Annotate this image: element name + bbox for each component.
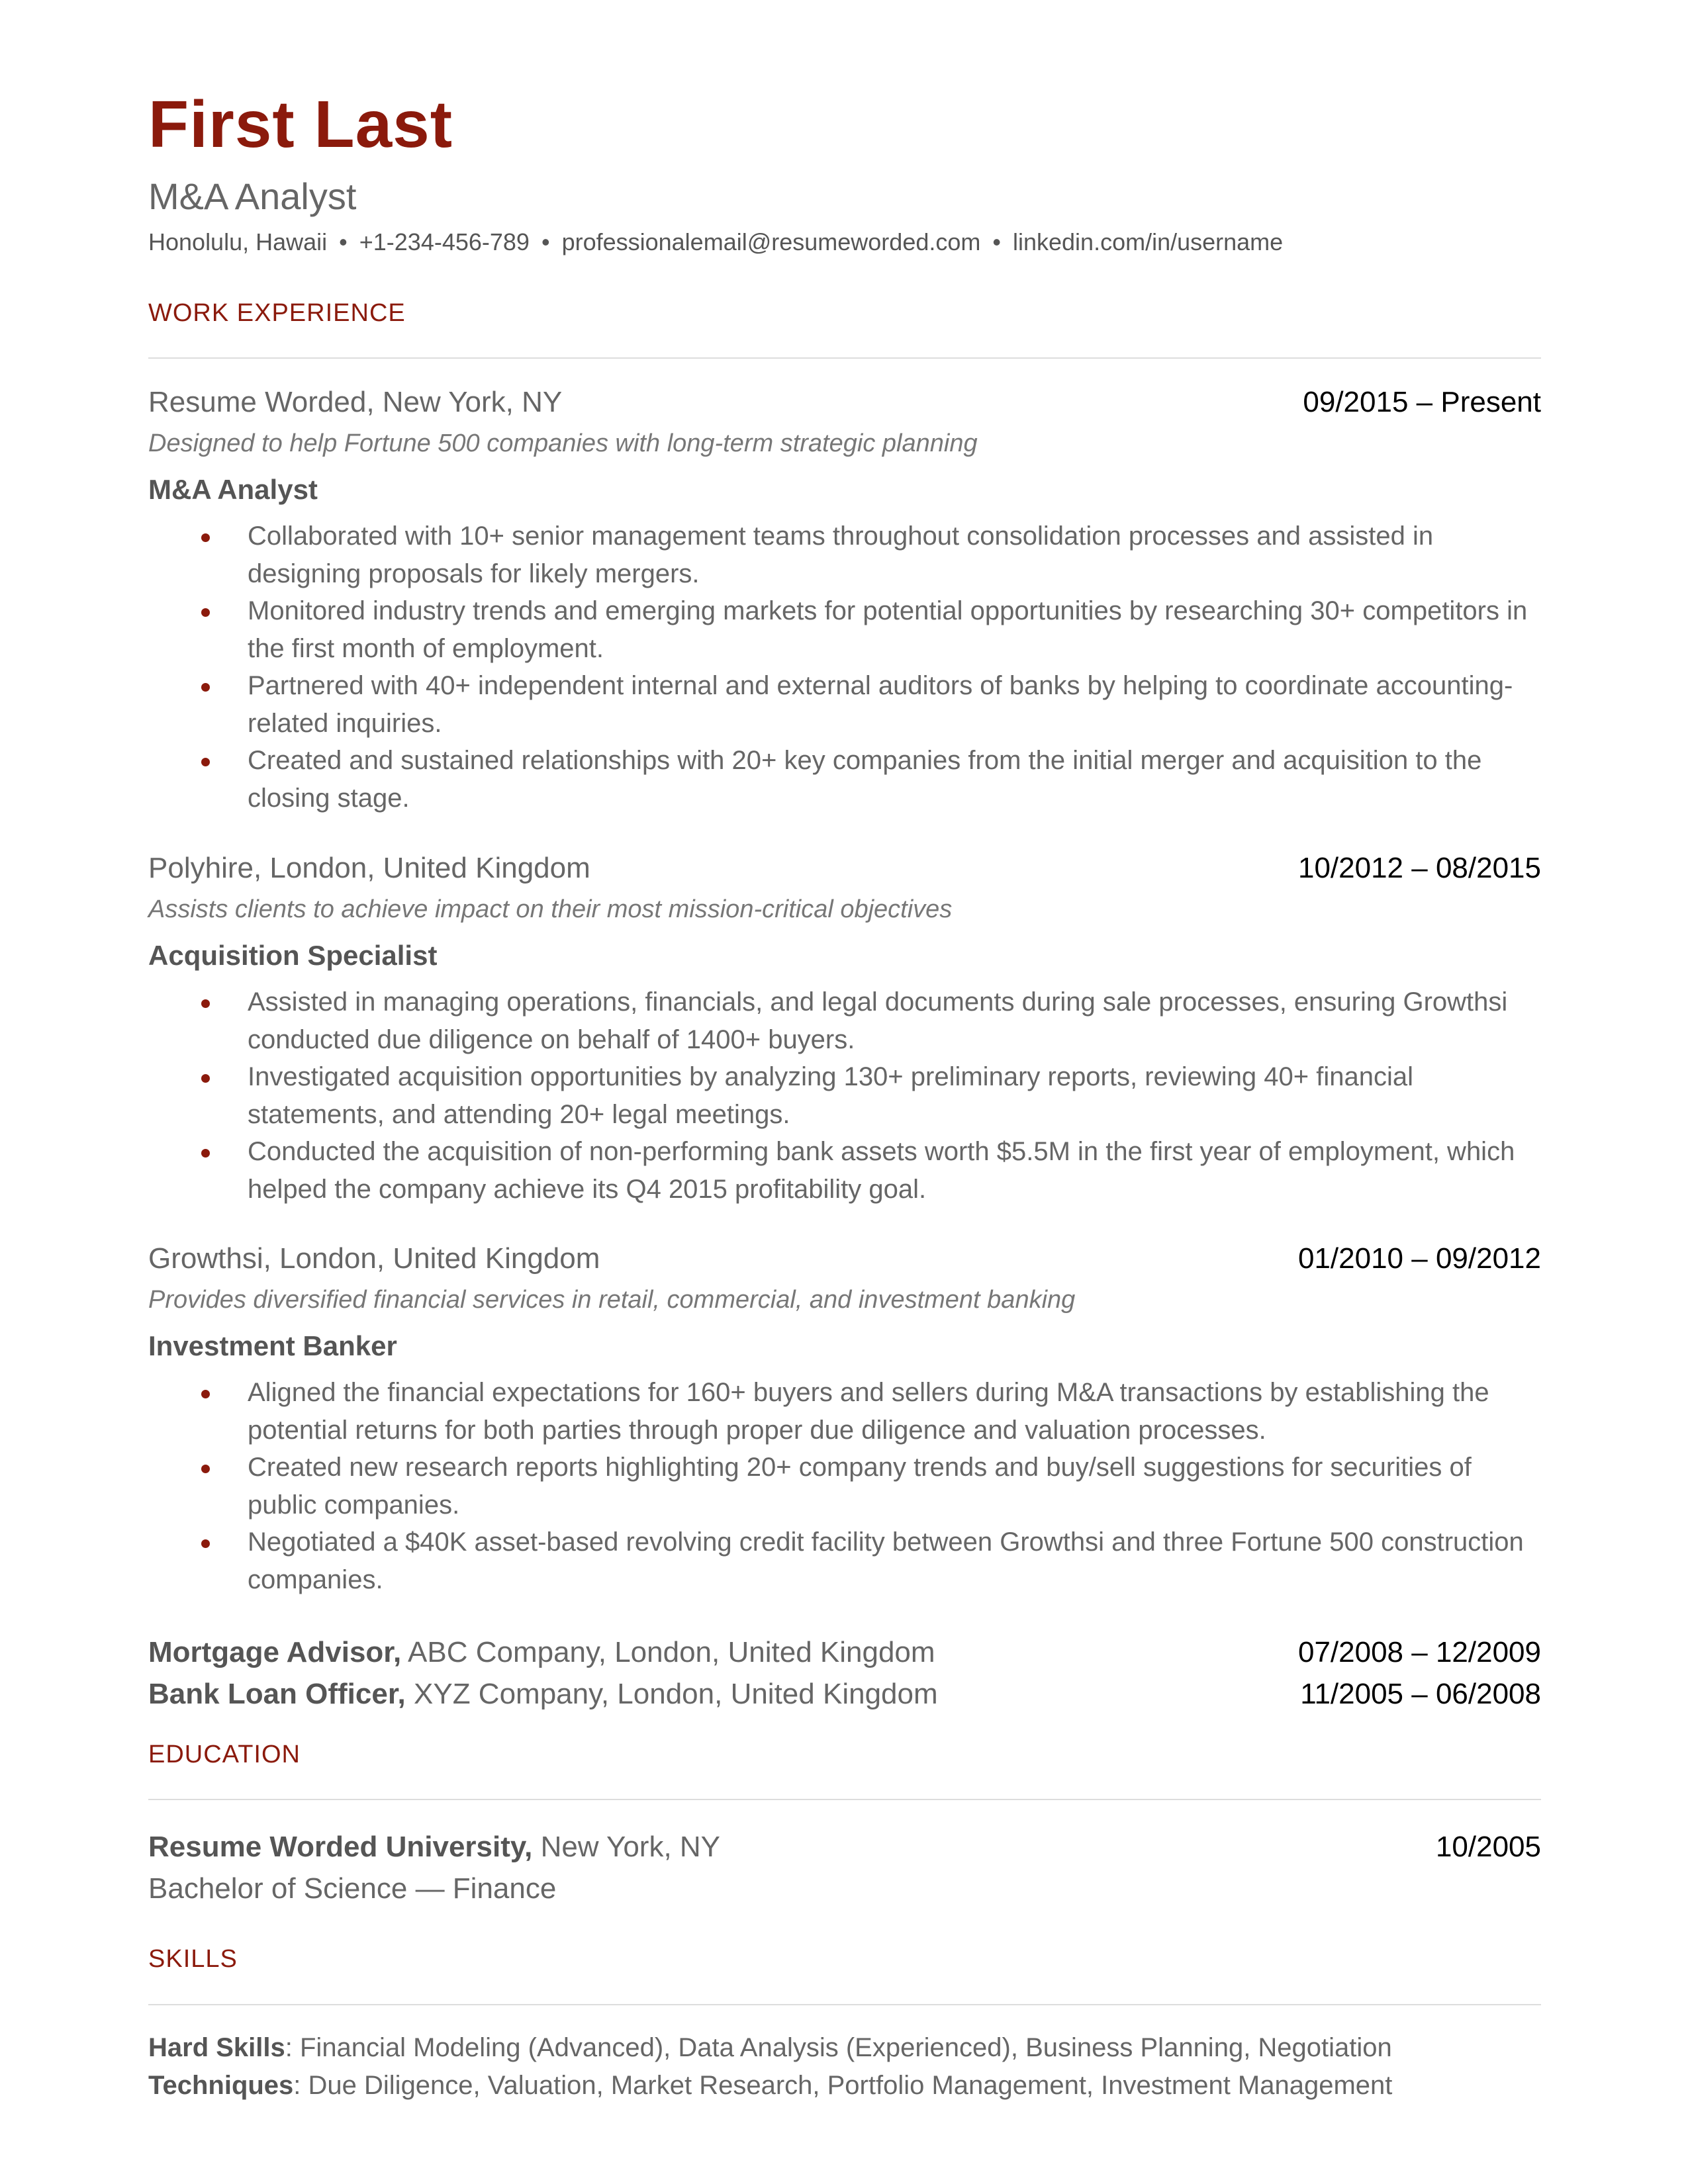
- section-heading-skills: SKILLS: [148, 1945, 238, 1973]
- education-entry: [148, 1827, 1541, 1868]
- earlier-role-title: Mortgage Advisor,: [148, 1636, 402, 1668]
- candidate-name: First Last: [148, 87, 453, 161]
- bullet-dot-icon: [201, 758, 210, 766]
- bullet-dot-icon: [201, 608, 210, 617]
- job-dates: 10/2012 – 08/2015: [1297, 852, 1541, 884]
- skills-list: : Due Diligence, Valuation, Market Research, Portfolio Management, Investment Management: [293, 2071, 1393, 2100]
- earlier-role: [148, 1674, 1541, 1715]
- contact-email[interactable]: professionalemail@resumeworded.com: [561, 228, 981, 255]
- job-description: Provides diversified financial services in retail, commercial, and investment banking: [148, 1286, 1076, 1314]
- bullet-dot-icon: [201, 683, 210, 692]
- job-role: M&A Analyst: [148, 474, 318, 505]
- skills-list: : Financial Modeling (Advanced), Data Analysis (Experienced), Business Planning, Negotiation: [285, 2033, 1392, 2062]
- job-company: Polyhire, London, United Kingdom: [148, 852, 590, 884]
- contact-location: Honolulu, Hawaii: [148, 228, 328, 255]
- job-entry: [148, 848, 1541, 1208]
- bullet-item: Assisted in managing operations, financials, and legal documents during sale processes, ensuring Growthsi conducted due diligence on behalf of 1400+ buyers.: [148, 983, 1541, 1058]
- contact-separator: •: [339, 228, 348, 255]
- bullet-item: Partnered with 40+ independent internal and external auditors of banks by helping to coordinate accounting-related inquiries.: [148, 667, 1541, 742]
- bullet-dot-icon: [201, 1149, 210, 1158]
- education-date: 10/2005: [1435, 1831, 1541, 1863]
- skills-label: Techniques: [148, 2071, 294, 2100]
- bullet-dot-icon: [201, 1465, 210, 1473]
- job-company: Growthsi, London, United Kingdom: [148, 1242, 600, 1275]
- earlier-role-dates: 11/2005 – 06/2008: [1300, 1678, 1541, 1710]
- bullet-dot-icon: [201, 1390, 210, 1398]
- job-entry: [148, 383, 1541, 817]
- bullet-item: Aligned the financial expectations for 160+ buyers and sellers during M&A transactions by establishing the potential returns for both parties through proper due diligence and valuation processes.: [148, 1374, 1541, 1449]
- job-bullets: [148, 518, 1541, 817]
- job-dates: 01/2010 – 09/2012: [1297, 1242, 1541, 1275]
- job-dates: 09/2015 – Present: [1303, 386, 1541, 418]
- education-school: Resume Worded University,: [148, 1831, 533, 1863]
- job-company: Resume Worded, New York, NY: [148, 386, 563, 418]
- section-divider: [148, 1799, 1541, 1800]
- section-heading-education: EDUCATION: [148, 1741, 301, 1768]
- job-description: Designed to help Fortune 500 companies with long-term strategic planning: [148, 430, 978, 457]
- bullet-dot-icon: [201, 1539, 210, 1548]
- contact-phone: +1-234-456-789: [359, 228, 530, 255]
- candidate-title: M&A Analyst: [148, 175, 357, 217]
- education-location: New York, NY: [540, 1831, 721, 1863]
- job-bullets: [148, 983, 1541, 1208]
- earlier-role-dates: 07/2008 – 12/2009: [1297, 1636, 1541, 1668]
- section-divider: [148, 2004, 1541, 2005]
- contact-separator: •: [992, 228, 1001, 255]
- skills-hard: [148, 2029, 1392, 2066]
- section-heading-experience: WORK EXPERIENCE: [148, 299, 406, 327]
- section-divider: [148, 357, 1541, 359]
- earlier-role-company: ABC Company, London, United Kingdom: [408, 1636, 935, 1668]
- bullet-item: Negotiated a $40K asset-based revolving credit facility between Growthsi and three Fortune 500 construction companies.: [148, 1524, 1541, 1598]
- job-role: Investment Banker: [148, 1330, 397, 1361]
- earlier-role-company: XYZ Company, London, United Kingdom: [414, 1678, 938, 1710]
- skills-label: Hard Skills: [148, 2033, 285, 2062]
- bullet-dot-icon: [201, 533, 210, 542]
- contact-linkedin[interactable]: linkedin.com/in/username: [1012, 228, 1284, 255]
- job-entry: [148, 1239, 1541, 1598]
- contact-separator: •: [541, 228, 550, 255]
- bullet-dot-icon: [201, 1074, 210, 1083]
- contact-line: [148, 226, 1283, 258]
- bullet-item: Collaborated with 10+ senior management teams throughout consolidation processes and assisted in designing proposals for likely mergers.: [148, 518, 1541, 592]
- bullet-item: Created new research reports highlighting 20+ company trends and buy/sell suggestions for securities of public companies.: [148, 1449, 1541, 1524]
- bullet-item: Monitored industry trends and emerging markets for potential opportunities by researching 30+ competitors in the first month of employment.: [148, 592, 1541, 667]
- job-description: Assists clients to achieve impact on their most mission-critical objectives: [148, 895, 953, 923]
- skills-techniques: [148, 2067, 1392, 2104]
- bullet-item: Created and sustained relationships with 20+ key companies from the initial merger and acquisition to the closing stage.: [148, 742, 1541, 817]
- bullet-dot-icon: [201, 999, 210, 1008]
- job-bullets: [148, 1374, 1541, 1598]
- job-role: Acquisition Specialist: [148, 940, 438, 971]
- bullet-item: Investigated acquisition opportunities by analyzing 130+ preliminary reports, reviewing 40+ financial statements, and attending 20+ legal meetings.: [148, 1058, 1541, 1133]
- earlier-role: [148, 1632, 1541, 1673]
- education-degree: Bachelor of Science — Finance: [148, 1872, 557, 1905]
- bullet-item: Conducted the acquisition of non-performing bank assets worth $5.5M in the first year of employment, which helped the company achieve its Q4 2015 profitability goal.: [148, 1133, 1541, 1208]
- earlier-role-title: Bank Loan Officer,: [148, 1678, 406, 1710]
